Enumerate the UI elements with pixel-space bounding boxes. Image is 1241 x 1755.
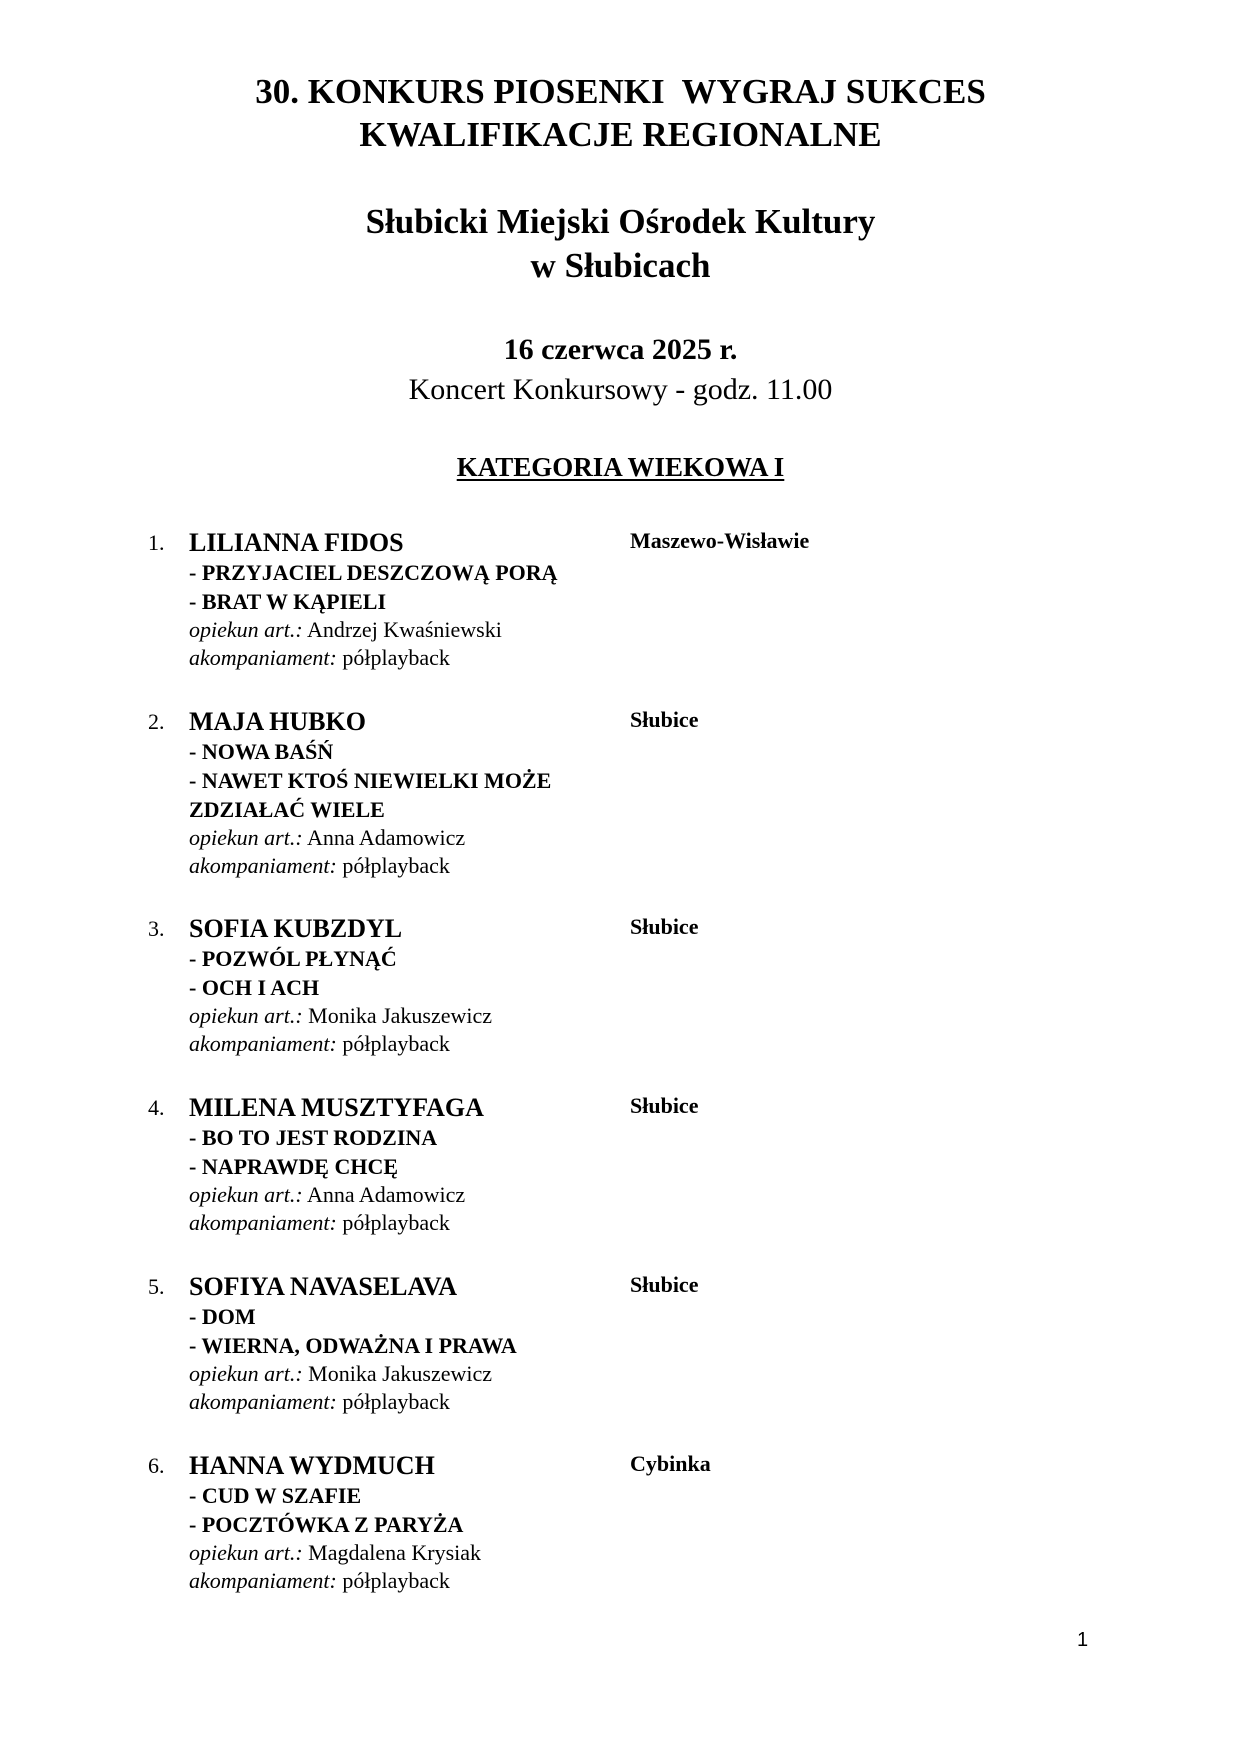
teacher-name: Monika Jakuszewicz (308, 1003, 493, 1028)
accompaniment-line (189, 1388, 619, 1416)
list-item (0, 1272, 1241, 1451)
performer-name: LILIANNA FIDOS (189, 528, 404, 557)
list-item (0, 528, 1241, 707)
teacher-name: Andrzej Kwaśniewski (306, 617, 502, 642)
list-item (0, 1093, 1241, 1272)
accompaniment-value: półplayback (342, 853, 450, 878)
entry-body (189, 1451, 619, 1595)
song-title: - OCH I ACH (189, 975, 320, 1000)
performer-name: SOFIYA NAVASELAVA (189, 1272, 458, 1301)
title-line-2: KWALIFIKACJE REGIONALNE (359, 115, 882, 154)
teacher-label: opiekun art.: (189, 617, 303, 642)
accompaniment-line (189, 1030, 619, 1058)
accompaniment-label: akompaniament: (189, 1210, 337, 1235)
accompaniment-label: akompaniament: (189, 645, 337, 670)
teacher-line (189, 616, 619, 644)
teacher-name: Magdalena Krysiak (308, 1540, 482, 1565)
teacher-label: opiekun art.: (189, 1003, 303, 1028)
accompaniment-line (189, 1209, 619, 1237)
event-date: 16 czerwca 2025 r. (503, 333, 738, 366)
page-number: 1 (1077, 1629, 1089, 1651)
accompaniment-line (189, 644, 619, 672)
song-title: - POZWÓL PŁYNĄĆ (189, 946, 397, 971)
teacher-line (189, 1181, 619, 1209)
accompaniment-label: akompaniament: (189, 1031, 337, 1056)
venue-line-2: w Słubicach (530, 246, 711, 285)
performer-city: Słubice (630, 707, 699, 732)
entry-number: 2. (148, 709, 165, 734)
teacher-name: Monika Jakuszewicz (308, 1361, 493, 1386)
teacher-line (189, 1539, 619, 1567)
concert-time: Koncert Konkursowy - godz. 11.00 (408, 373, 833, 406)
teacher-name: Anna Adamowicz (306, 1182, 466, 1207)
song-title: - BRAT W KĄPIELI (189, 589, 387, 614)
entry-body (189, 707, 619, 880)
accompaniment-label: akompaniament: (189, 1389, 337, 1414)
song-title: - CUD W SZAFIE (189, 1483, 362, 1508)
venue (0, 200, 1241, 288)
teacher-line (189, 1002, 619, 1030)
teacher-name: Anna Adamowicz (306, 825, 466, 850)
song-title: - NOWA BAŚŃ (189, 739, 334, 764)
song-title: - NAWET KTOŚ NIEWIELKI MOŻE ZDZIAŁAĆ WIELE (189, 768, 552, 822)
list-item (0, 707, 1241, 914)
category-label: KATEGORIA WIEKOWA I (456, 452, 785, 482)
document-title (0, 70, 1241, 156)
performer-city: Słubice (630, 914, 699, 939)
teacher-label: opiekun art.: (189, 1540, 303, 1565)
song-title: - NAPRAWDĘ CHCĘ (189, 1154, 398, 1179)
accompaniment-value: półplayback (342, 1210, 450, 1235)
accompaniment-value: półplayback (342, 645, 450, 670)
category-heading (0, 450, 1241, 484)
entry-number: 4. (148, 1095, 165, 1120)
list-item (0, 1451, 1241, 1630)
accompaniment-value: półplayback (342, 1568, 450, 1593)
performer-city: Cybinka (630, 1451, 711, 1476)
performer-city: Słubice (630, 1272, 699, 1297)
song-title: - DOM (189, 1304, 256, 1329)
performer-name: SOFIA KUBZDYL (189, 914, 403, 943)
entry-number: 6. (148, 1453, 165, 1478)
accompaniment-label: akompaniament: (189, 853, 337, 878)
entry-number: 3. (148, 916, 165, 941)
venue-line-1: Słubicki Miejski Ośrodek Kultury (365, 202, 876, 241)
entry-body (189, 1272, 619, 1416)
title-line-1: 30. KONKURS PIOSENKI WYGRAJ SUKCES (255, 72, 986, 111)
song-title: - POCZTÓWKA Z PARYŻA (189, 1512, 464, 1537)
accompaniment-value: półplayback (342, 1031, 450, 1056)
performer-name: HANNA WYDMUCH (189, 1451, 435, 1480)
entry-body (189, 528, 619, 672)
entry-body (189, 914, 619, 1058)
song-title: - PRZYJACIEL DESZCZOWĄ PORĄ (189, 560, 558, 585)
performer-name: MAJA HUBKO (189, 707, 366, 736)
accompaniment-line (189, 1567, 619, 1595)
list-item (0, 914, 1241, 1093)
teacher-line (189, 824, 619, 852)
performer-city: Maszewo-Wisławie (630, 528, 810, 553)
teacher-line (189, 1360, 619, 1388)
song-title: - BO TO JEST RODZINA (189, 1125, 438, 1150)
teacher-label: opiekun art.: (189, 1361, 303, 1386)
accompaniment-label: akompaniament: (189, 1568, 337, 1593)
performer-name: MILENA MUSZTYFAGA (189, 1093, 484, 1122)
teacher-label: opiekun art.: (189, 1182, 303, 1207)
entry-number: 5. (148, 1274, 165, 1299)
accompaniment-value: półplayback (342, 1389, 450, 1414)
entry-body (189, 1093, 619, 1237)
entry-number: 1. (148, 530, 165, 555)
accompaniment-line (189, 852, 619, 880)
performer-city: Słubice (630, 1093, 699, 1118)
entries-list (0, 528, 1241, 1630)
teacher-label: opiekun art.: (189, 825, 303, 850)
event-date-block (0, 330, 1241, 410)
song-title: - WIERNA, ODWAŻNA I PRAWA (189, 1333, 517, 1358)
